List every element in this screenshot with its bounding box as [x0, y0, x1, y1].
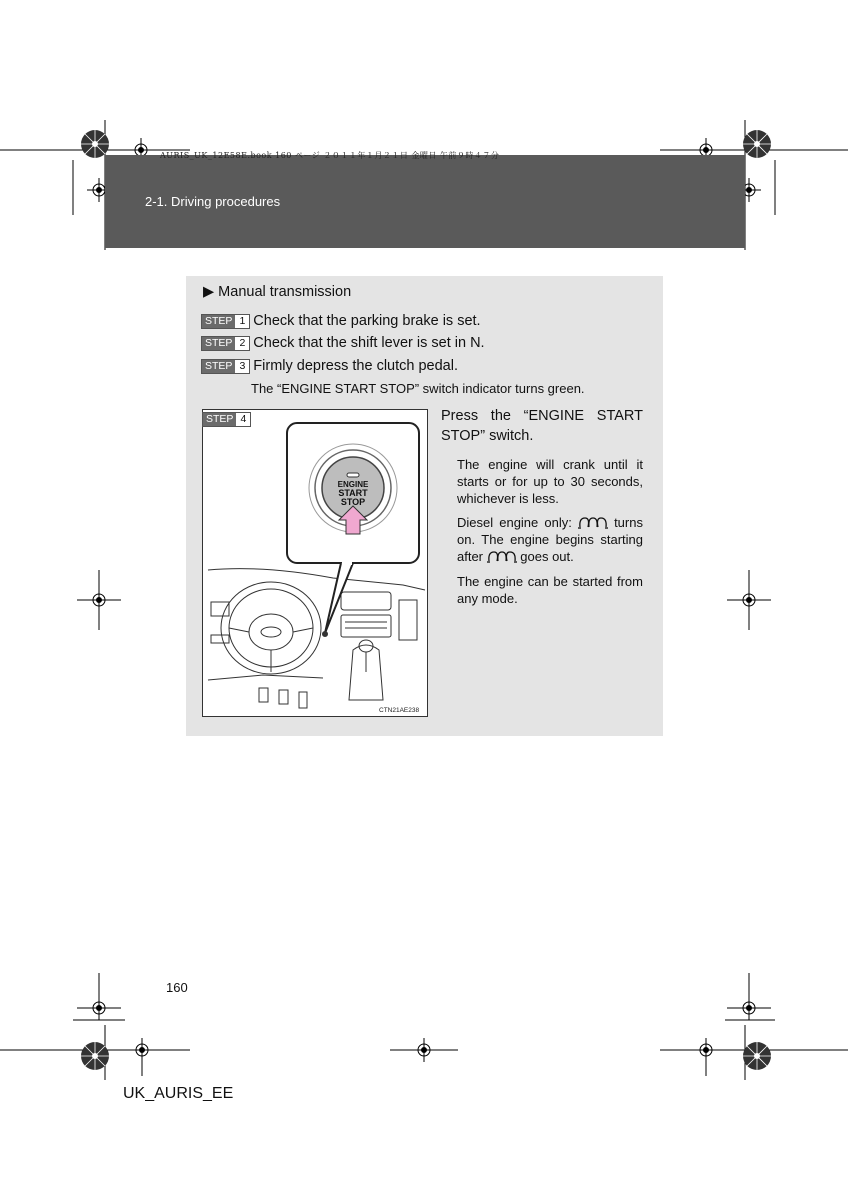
step4-instruction: Press the “ENGINE START STOP” switch. — [441, 408, 643, 444]
manual-transmission-heading: ▶ Manual transmission — [203, 284, 352, 300]
glow-plug-indicator-icon — [487, 549, 517, 564]
glow-plug-indicator-icon — [578, 515, 608, 530]
dashboard-figure — [202, 409, 428, 717]
step-badge: STEP 2 — [201, 336, 250, 351]
step-text: Check that the parking brake is set. — [253, 313, 481, 329]
step-3 — [201, 357, 458, 375]
step-badge: STEP 1 — [201, 314, 250, 329]
footer-code: UK_AURIS_EE — [123, 1085, 234, 1102]
step-1 — [201, 312, 481, 330]
book-print-line: AURIS_UK_12E58E.book 160 ページ ２０１１年１月２１日 金曜日 午前９時４７分 — [160, 151, 500, 160]
page-number: 160 — [166, 980, 188, 995]
step-2 — [201, 334, 485, 352]
diesel-paragraph: Diesel engine only: turns on. The engine begins starting after goes out. — [457, 515, 643, 564]
engine-switch-label: ENGINE START STOP — [337, 480, 369, 507]
step-badge: STEP 4 — [202, 412, 251, 427]
step3-note: The “ENGINE START STOP” switch indicator turns green. — [251, 381, 585, 396]
crank-paragraph: The engine will crank until it starts or for up to 30 seconds, whichever is less. — [457, 457, 643, 506]
any-mode-paragraph: The engine can be started from any mode. — [457, 574, 643, 606]
step-badge: STEP 3 — [201, 359, 250, 374]
figure-code: CTN21AE238 — [379, 707, 420, 714]
step-text: Check that the shift lever is set in N. — [253, 335, 485, 351]
section-title: 2-1. Driving procedures — [145, 194, 281, 209]
step-text: Firmly depress the clutch pedal. — [253, 358, 458, 374]
dashboard-illustration — [203, 410, 427, 716]
